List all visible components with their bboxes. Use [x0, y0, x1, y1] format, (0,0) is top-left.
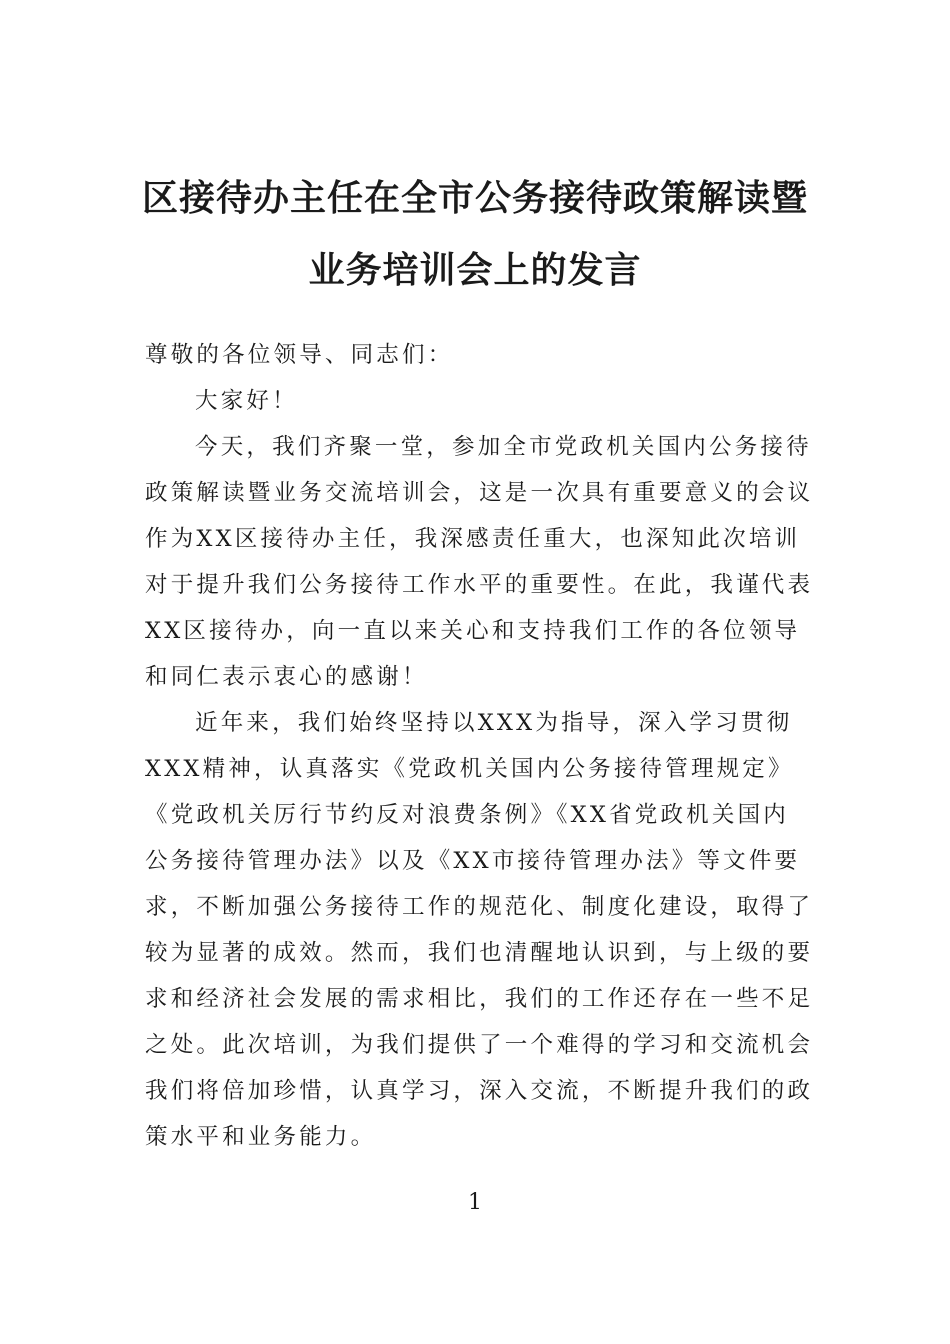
paragraph-2-line: 求，不断加强公务接待工作的规范化、制度化建设，取得了 — [145, 894, 814, 920]
paragraph-2-line: 近年来，我们始终坚持以XXX为指导，深入学习贯彻 — [195, 710, 793, 736]
paragraph-2-line: XXX精神，认真落实《党政机关国内公务接待管理规定》 — [145, 756, 794, 782]
paragraph-1-line: 政策解读暨业务交流培训会，这是一次具有重要意义的会议 — [145, 480, 814, 506]
paragraph-2-line: 较为显著的成效。然而，我们也清醒地认识到，与上级的要 — [145, 940, 814, 966]
paragraph-2-line: 《党政机关厉行节约反对浪费条例》《XX省党政机关国内 — [145, 802, 789, 828]
paragraph-2-line: 公务接待管理办法》以及《XX市接待管理办法》等文件要 — [145, 848, 801, 874]
paragraph-2-line: 求和经济社会发展的需求相比，我们的工作还存在一些不足 — [145, 986, 814, 1012]
paragraph-1-line: XX区接待办，向一直以来关心和支持我们工作的各位领导 — [145, 618, 801, 644]
paragraph-1-line: 对于提升我们公务接待工作水平的重要性。在此，我谨代表 — [145, 572, 814, 598]
paragraph-1-line: 作为XX区接待办主任，我深感责任重大，也深知此次培训 — [145, 526, 801, 552]
greeting: 大家好！ — [195, 388, 298, 414]
paragraph-2-line: 策水平和业务能力。 — [145, 1124, 377, 1150]
paragraph-2-line: 之处。此次培训，为我们提供了一个难得的学习和交流机会 — [145, 1032, 814, 1058]
page-number: 1 — [468, 1190, 482, 1215]
paragraph-1-line: 和同仁表示衷心的感谢！ — [145, 664, 428, 690]
paragraph-1-line: 今天，我们齐聚一堂，参加全市党政机关国内公务接待 — [195, 434, 812, 460]
document-title-line-1: 区接待办主任在全市公务接待政策解读暨 — [141, 177, 808, 219]
document-title-line-2: 业务培训会上的发言 — [308, 249, 642, 291]
paragraph-2-line: 我们将倍加珍惜，认真学习，深入交流，不断提升我们的政 — [145, 1078, 814, 1104]
salutation: 尊敬的各位领导、同志们： — [145, 342, 454, 368]
